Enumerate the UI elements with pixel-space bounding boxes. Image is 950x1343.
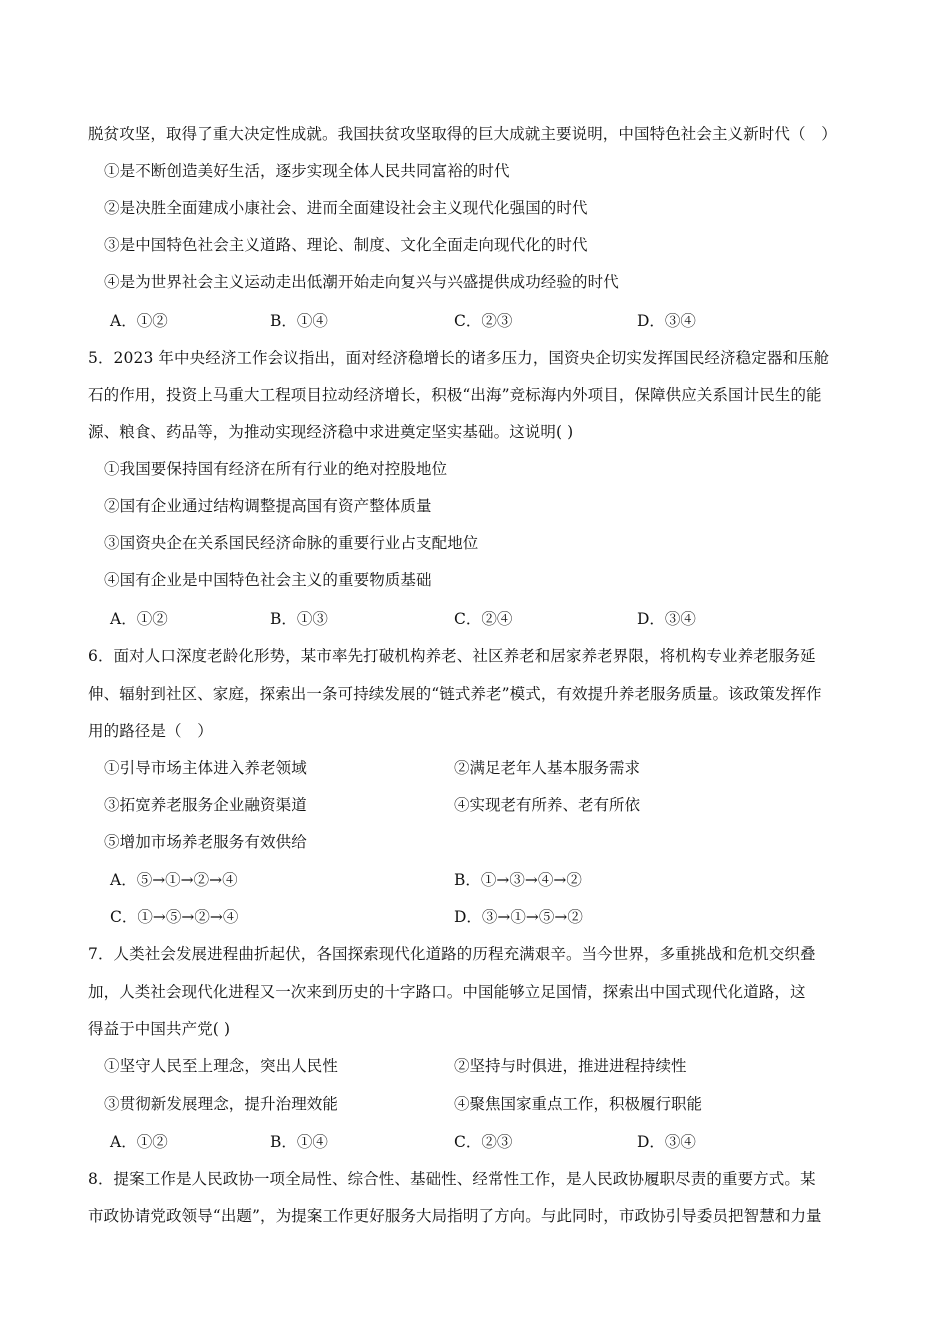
question-5-stem-line-2: 石的作用，投资上马重大工程项目拉动经济增长，积极“出海”竞标海内外项目，保障供应关系国计民生的能 [88, 386, 822, 404]
question-7-stem-line-1: 7．人类社会发展进程曲折起伏，各国探索现代化道路的历程充满艰辛。当今世界，多重挑战和危机交织叠 [88, 945, 816, 963]
question-6-answer-b: B．①→③→④→② [454, 871, 582, 889]
question-6-answer-a: A．⑤→①→②→④ [110, 871, 238, 889]
question-4-stem: 脱贫攻坚，取得了重大决定性成就。我国扶贫攻坚取得的巨大成就主要说明，中国特色社会主义新时代（ ） [88, 125, 837, 143]
question-7-answer-c: C．②③ [454, 1133, 513, 1151]
question-8-stem-line-2: 市政协请党政领导“出题”，为提案工作更好服务大局指明了方向。与此同时，市政协引导委员把智慧和力量 [88, 1207, 822, 1225]
question-4-option-2: ②是决胜全面建成小康社会、进而全面建设社会主义现代化强国的时代 [104, 199, 588, 217]
question-5-answer-d: D．③④ [637, 610, 696, 628]
question-6-option-4: ④实现老有所养、老有所依 [454, 796, 641, 814]
question-7-option-2: ②坚持与时俱进，推进进程持续性 [454, 1057, 687, 1075]
question-7-answer-d: D．③④ [637, 1133, 696, 1151]
question-6-option-5: ⑤增加市场养老服务有效供给 [104, 833, 307, 851]
question-7-option-1: ①坚守人民至上理念，突出人民性 [104, 1057, 339, 1075]
question-6-option-3: ③拓宽养老服务企业融资渠道 [104, 796, 307, 814]
question-4-answer-b: B．①④ [270, 312, 328, 330]
question-6-option-1: ①引导市场主体进入养老领域 [104, 759, 307, 777]
question-4-answer-d: D．③④ [637, 312, 696, 330]
question-5-option-2: ②国有企业通过结构调整提高国有资产整体质量 [104, 497, 432, 515]
question-6-option-2: ②满足老年人基本服务需求 [454, 759, 641, 777]
question-6-stem-line-1: 6．面对人口深度老龄化形势，某市率先打破机构养老、社区养老和居家养老界限，将机构专业养老服务延 [88, 647, 816, 665]
question-5-stem-line-1: 5．2023 年中央经济工作会议指出，面对经济稳增长的诸多压力，国资央企切实发挥国民经济稳定器和压舱 [88, 349, 830, 367]
question-5-option-1: ①我国要保持国有经济在所有行业的绝对控股地位 [104, 460, 448, 478]
question-5-answer-b: B．①③ [270, 610, 328, 628]
question-4-answer-c: C．②③ [454, 312, 513, 330]
question-4-option-3: ③是中国特色社会主义道路、理论、制度、文化全面走向现代化的时代 [104, 236, 588, 254]
question-8-stem-line-1: 8．提案工作是人民政协一项全局性、综合性、基础性、经常性工作，是人民政协履职尽责的重要方式。某 [88, 1170, 816, 1188]
question-7-stem-line-3: 得益于中国共产党( ) [88, 1020, 231, 1038]
question-6-answer-d: D．③→①→⑤→② [454, 908, 583, 926]
question-4-option-1: ①是不断创造美好生活，逐步实现全体人民共同富裕的时代 [104, 162, 510, 180]
question-5-answer-a: A．①② [110, 610, 168, 628]
question-6-stem-line-2: 伸、辐射到社区、家庭，探索出一条可持续发展的“链式养老”模式，有效提升养老服务质量。该政策发挥作 [88, 685, 822, 703]
question-4-option-4: ④是为世界社会主义运动走出低潮开始走向复兴与兴盛提供成功经验的时代 [104, 273, 619, 291]
question-7-option-4: ④聚焦国家重点工作，积极履行职能 [454, 1095, 703, 1113]
question-7-stem-line-2: 加，人类社会现代化进程又一次来到历史的十字路口。中国能够立足国情，探索出中国式现代化道路，这 [88, 983, 806, 1001]
question-5-answer-c: C．②④ [454, 610, 513, 628]
question-7-option-3: ③贯彻新发展理念，提升治理效能 [104, 1095, 339, 1113]
question-6-answer-c: C．①→⑤→②→④ [110, 908, 239, 926]
question-5-option-3: ③国资央企在关系国民经济命脉的重要行业占支配地位 [104, 534, 479, 552]
question-7-answer-a: A．①② [110, 1133, 168, 1151]
question-4-answer-a: A．①② [110, 312, 168, 330]
question-7-answer-b: B．①④ [270, 1133, 328, 1151]
question-5-stem-line-3: 源、粮食、药品等，为推动实现经济稳中求进奠定坚实基础。这说明( ) [88, 423, 574, 441]
question-6-stem-line-3: 用的路径是（ ） [88, 722, 213, 740]
question-5-option-4: ④国有企业是中国特色社会主义的重要物质基础 [104, 571, 432, 589]
